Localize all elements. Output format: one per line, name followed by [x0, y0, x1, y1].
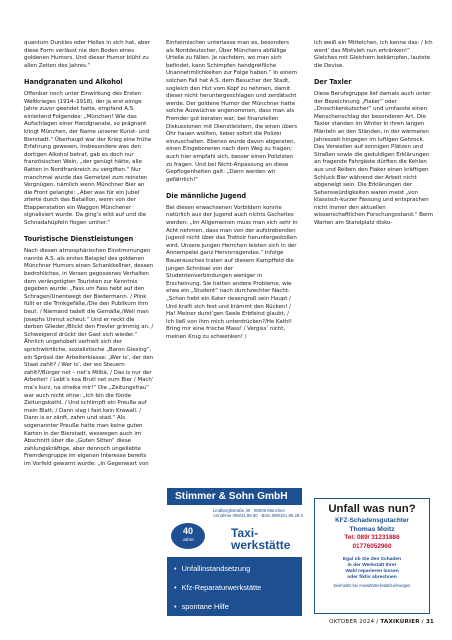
paragraph: Nach diesen atmosphärischen Einstimmungen nannte A.S. als erstes Beispiel des goldenen Münchner Humors einen Schankkellner, dessen bedrohliches, in Versen gegossenes Verhalten dem verängstigten Touristen zur Kenntnis gegeben wurde: „Fass um Fass hebt auf den Schragen/Unentwegt der Biedermann. / Plink füllt er die Trinkgefäße,/Die den Publikum ihm beut. / Niemand tadelt die Gemäße,/Weil man Josephs Unmut scheut.“ Und er reckt die derben Glieder,/Blickt den Frevler grimmig an. / Schweigend drückt der Gast sich wieder.“ Ähnlich ungehobelt verhielt sich der sprichwörtliche, sozialistische „Baron Giesing“, ein Sprössl der Arbeiterklasse: „Wer is’, der den Staat zahlt? / Wer is’, der wo Steuern zahlt?/Bürger net – net’s Militä, / Das is nur der Arbeiter! / Lebt’s koa Brutl net zum Bier / Mach’ ma’s kurz, na streika mir!“ Die „Zeitungsfrau“ war auch nicht ohne: „Ich bin die fünde Zeitungskathl. / Und schlimpft ein Preuße auf mein Blatt, / Dann slag i fast kein Krawall. / Dann is er zänft, zahm und stad.“ Als sogenannter Preuße hatte man keine guten Karten in der Bierstadt, weswegen auch im Abschnitt über die „Guten Sitten“ diese zahlungskräftige, aber dennoch ungeliebte Fremdengruppe im eigenen Interesse bereits im Vorfeld gewarnt wurde: „In Gegenwart von: [24, 248, 154, 467]
footer-separator: /: [374, 619, 381, 625]
paragraph: Bei diesen erwachsenen Vorbildern konnte natürlich aus der Jugend auch nichts Gscheites werden: „Im Allgemeinen muss man sich sehr in Acht nehmen, dass man von der aufstrebenden Jugend nicht über das Trottoir heruntergestoßen wird. Unsere jungen Herrchen leisten sich in der Annempelei ganz Hervorragendes.“ Infolge Bauerausches traten auf diesem Kampffeld die jungen Schnösel von der Studentenverbindungen weniger in Erscheinung. Sie hatten andere Probleme, wie etwa ein „Student“ nach durchzechter Nacht: „Schon hebt ein Kater riesengroß sein Haupt / Und krallt sich fest und krämmt den Rücken! / Ha! Meiner durst’gen Seele Erbfeind glaubt, / Ich ließ von ihm mich unterdrücken?/He Kathl! Bring mir eine frische Mass! / Vergiss’ nicht, meinen Krug zu schwenken! /: [166, 204, 298, 340]
ad-headline-line-1: Taxi-: [231, 526, 259, 540]
column-left: [24, 40, 154, 476]
list-item: • Kfz-Reparaturwerkstätte: [167, 578, 302, 597]
badge-word: Jahre: [182, 537, 194, 542]
ad-telephone: Tel: 089/ 31231886: [344, 534, 400, 541]
ad-note-line: in der Werkstatt Ihrer: [347, 563, 397, 569]
ad-note-line: Egal ob Sie den Schaden: [342, 557, 402, 563]
column-middle: [166, 40, 298, 349]
page-number: 31: [425, 619, 434, 625]
paragraph: Einheimischen unterlasse man es, besonders als Norddeutscher, Über Münchens abfällige Urteile zu fällen. Je nachdem, wo man sich befindet, kann Schimpfen handgreifliche Unannehmlichkeiten zur Folge haben.“ In einem solchen Fall hat A.S. dem Besucher der Stadt, sogleich den Hut vom Kopf zu nehmen, damit dieser nicht heruntergeschlagen und zerdätscht werde. Der goldene Humor der Münchner hatte solche Auswüchse angenommen, dass man als Fremder gut beraten war, bei finanziellen Diskussionen mit Dienstleistern, die einen übers Ohr hauen wollten, lieber sofort die Polizei einzuschalten. Ebenso wurde davon abgeraten, einen Eingeborenen nach dem Weg zu fragen; auch hier empfahl sich, besser einen Polizisten zu fragen. Und bei Nicht-Anpassung an diese Gepflogenheiten galt: „Dann werden wir gefährlich!“: [166, 40, 298, 183]
list-item: • spontane Hilfe: [167, 597, 302, 616]
list-item: • Unfallinstandsetzung: [167, 559, 302, 578]
section-heading: Die männliche Jugend: [166, 191, 247, 200]
section-heading: Handgranaten und Alkohol: [24, 77, 123, 86]
ad-address-block: [213, 508, 305, 519]
ad-headline-line-2: werkstätte: [231, 537, 291, 552]
ad-info-area: [167, 505, 302, 557]
ad-footnote: beinhaltet bei Anwalt/Werkstatt/Leihwagen: [333, 582, 411, 588]
paragraph: Diese Berufsgruppe lief damals auch unter der Bezeichnung „Fiaker“ oder „Droschkenkutscher“ und umfasste einen Menschenschlag der besonderen Art. Die Taxler standen im Winter in ihren langen Mänteln an den Ständen, in der wärmeren Jahreszeit hingegen im luftigen Gehrock. Das Verweilen auf sonnigen Plätzen und Straßen sowie die geduldigen Erklärungen an fragende Fahrgäste dürften die Kehlen aus und Reiben den Fiaker einen kräftigen Schluck Bier während der Arbeit nicht abgeneigt sein. Die Erklärungen der Sehenswürdigkeiten waren meist „von klassisch-kurzer Fassung und entsprachen nicht immer den aktuellen wissenschaftlichen Forschungsstand.“ Beim Warten am Standplatz disku-: [314, 90, 433, 227]
footer-magazine: TAXIKURIER: [380, 619, 420, 625]
ad-address: Lindberghstraße 30 · 80939 München: [213, 508, 285, 513]
paragraph: quantum Dunkles oder Helles in sich hat, aber diese Form verlässt nie den Boden eines goldenen Humors. Und dieser Humor blüht zu allen Zeiten des Jahres.“: [24, 40, 150, 69]
ad-subtitle: KFZ-Schadensgutachter: [335, 517, 409, 524]
ad-note: [315, 557, 429, 581]
footer-month: OKTOBER 2024: [329, 619, 375, 625]
ad-title: Unfall was nun?: [328, 503, 416, 515]
ad-phone: Annahme 089/31 86 80 · Büro 089/321 86 28-3: [213, 513, 304, 519]
column-right: [314, 40, 434, 235]
section-heading: Touristische Dienstleistungen: [24, 235, 134, 244]
footer-separator: /: [419, 619, 426, 625]
ad-contact-name: Thomas Moitz: [349, 526, 395, 533]
ad-service-list: [167, 557, 302, 616]
paragraph: Ich weiß ein Mittelchen, ich kenne das: / Ich werd’ das Mistvieh nun ertränken!“ Gleiches mit Gleichem bekämpfen, lautete die Devise.: [314, 40, 433, 69]
ad-note-line: Wahl reparieren lassen: [345, 569, 399, 575]
section-heading: Der Taxler: [314, 77, 352, 86]
ad-company-name: Stimmer & Sohn GmbH: [167, 488, 302, 505]
stimmer-advertisement: [167, 488, 302, 616]
paragraph: Offenbar noch unter Einwirkung des Ersten Weltkrieges (1914–1918), der ja erst einige Jahre zuvor geendet hatte, empfand A.S. einleitend Folgendes: „München! Wie das Aufschlagen einer Handgranate, so prägnant klingt München, der Name unserer Kunst- und Bierstadt.“ Überhaupt war der Krieg eine frühe Erfahrung gewesen, insbesondere was den dortigen Alkohol betraf, gab es doch nur französischen Wein, „der genügt hätte, alle Ratten in Nordfrankreich zu vergiften.“ Nur manchmal wurde das Gemetzel zum reinsten Vergnügen, nämlich wenn Münchner Bier an die Front gelangte: „Aber was für ein Jubel ziterte durch das Bataillon, wenn von der Etappenstation ein Waggon Münchener signalisiert wurde. Da ging’s wild auf und die Schnadahüpfeln flogen umher.“: [24, 90, 152, 227]
badge-number: 40: [182, 526, 193, 536]
ad-mobile: 01776052960: [352, 542, 392, 550]
ad-headline: [231, 528, 290, 551]
ad-note-line: oder fiktiv abrechnen: [347, 575, 397, 581]
unfall-advertisement: [314, 498, 430, 614]
anniversary-badge: [171, 523, 205, 549]
page-footer: [329, 619, 434, 625]
